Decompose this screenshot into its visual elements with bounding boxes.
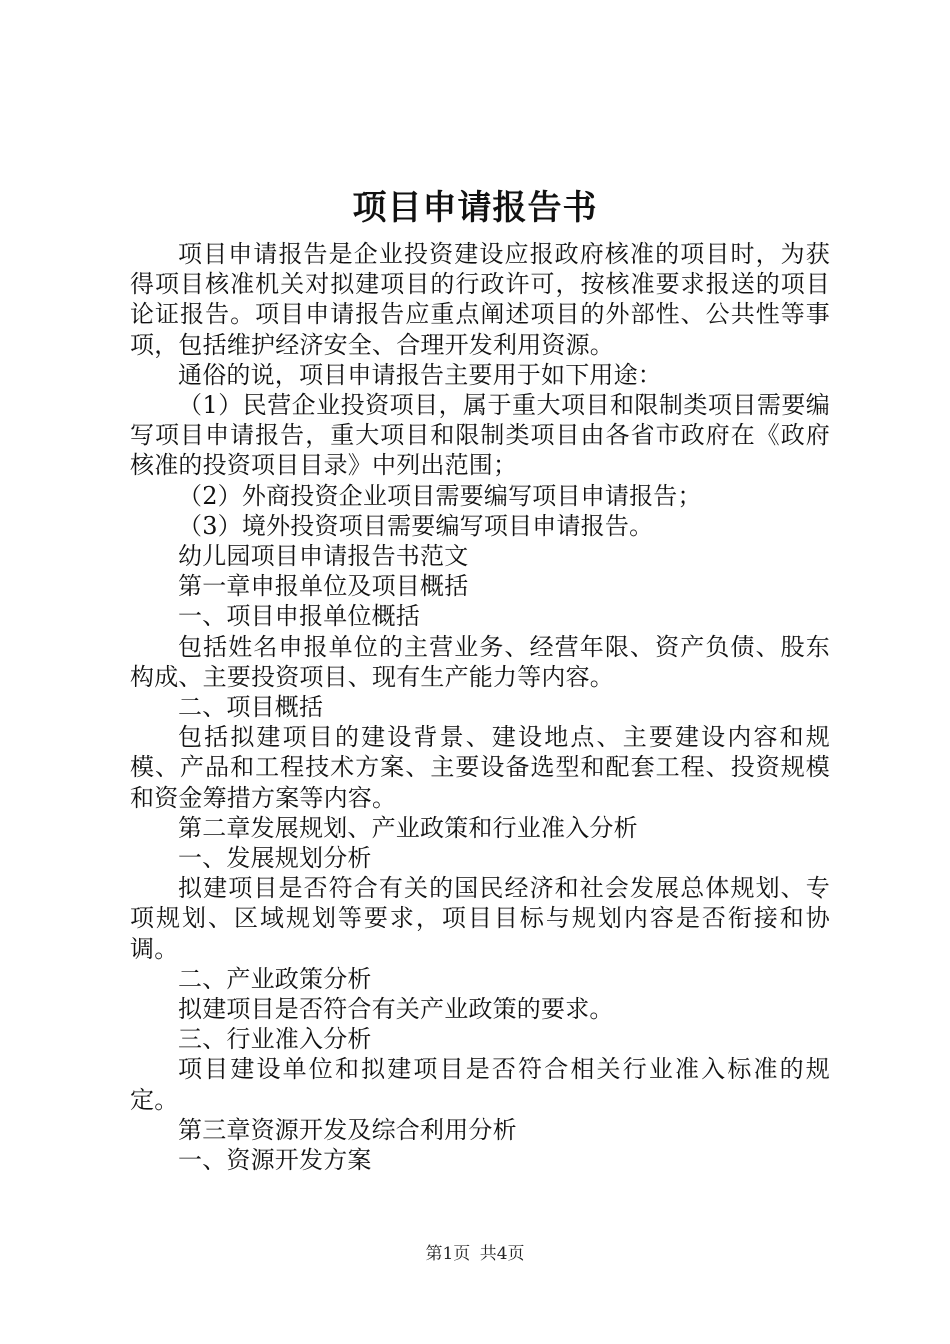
paragraph: （2）外商投资企业项目需要编写项目申请报告；: [178, 481, 702, 510]
section-heading: 一、项目申报单位概括: [178, 602, 420, 631]
paragraph: 包括拟建项目的建设背景、建设地点、主要建设内容和规模、产品和工程技术方案、主要设备选型和配套工程、投资规模和资金筹措方案等内容。: [130, 723, 830, 812]
document-title: 项目申请报告书: [352, 188, 598, 228]
section-heading: 二、产业政策分析: [178, 964, 372, 993]
page-footer: [0, 1242, 950, 1266]
section-heading: 二、项目概括: [178, 693, 324, 722]
chapter-heading: 第一章申报单位及项目概括: [178, 572, 469, 601]
paragraph: 包括姓名申报单位的主营业务、经营年限、资产负债、股东构成、主要投资项目、现有生产能力等内容。: [130, 632, 830, 691]
section-heading: 幼儿园项目申请报告书范文: [178, 542, 469, 571]
paragraph: 项目申请报告是企业投资建设应报政府核准的项目时，为获得项目核准机关对拟建项目的行政许可，按核准要求报送的项目论证报告。项目申请报告应重点阐述项目的外部性、公共性等事项，包括维护经济安全、合理开发利用资源。: [130, 240, 830, 359]
chapter-heading: 第三章资源开发及综合利用分析: [178, 1115, 517, 1144]
document-body: [130, 239, 830, 1175]
paragraph: 拟建项目是否符合有关的国民经济和社会发展总体规划、专项规划、区域规划等要求，项目目标与规划内容是否衔接和协调。: [130, 874, 830, 963]
page-number: 第1页: [425, 1244, 471, 1264]
section-heading: 一、发展规划分析: [178, 844, 372, 873]
paragraph: 拟建项目是否符合有关产业政策的要求。: [178, 995, 614, 1024]
paragraph: 项目建设单位和拟建项目是否符合相关行业准入标准的规定。: [130, 1055, 830, 1114]
section-heading: 一、资源开发方案: [178, 1146, 372, 1175]
chapter-heading: 第二章发展规划、产业政策和行业准入分析: [178, 813, 638, 842]
paragraph: （3）境外投资项目需要编写项目申请报告。: [178, 511, 654, 540]
paragraph: 通俗的说，项目申请报告主要用于如下用途：: [178, 360, 662, 389]
section-heading: 三、行业准入分析: [178, 1025, 372, 1054]
paragraph: （1）民营企业投资项目，属于重大项目和限制类项目需要编写项目申请报告，重大项目和限制类项目由各省市政府在《政府核准的投资项目目录》中列出范围；: [130, 391, 830, 480]
page-total: 共4页: [479, 1244, 525, 1264]
